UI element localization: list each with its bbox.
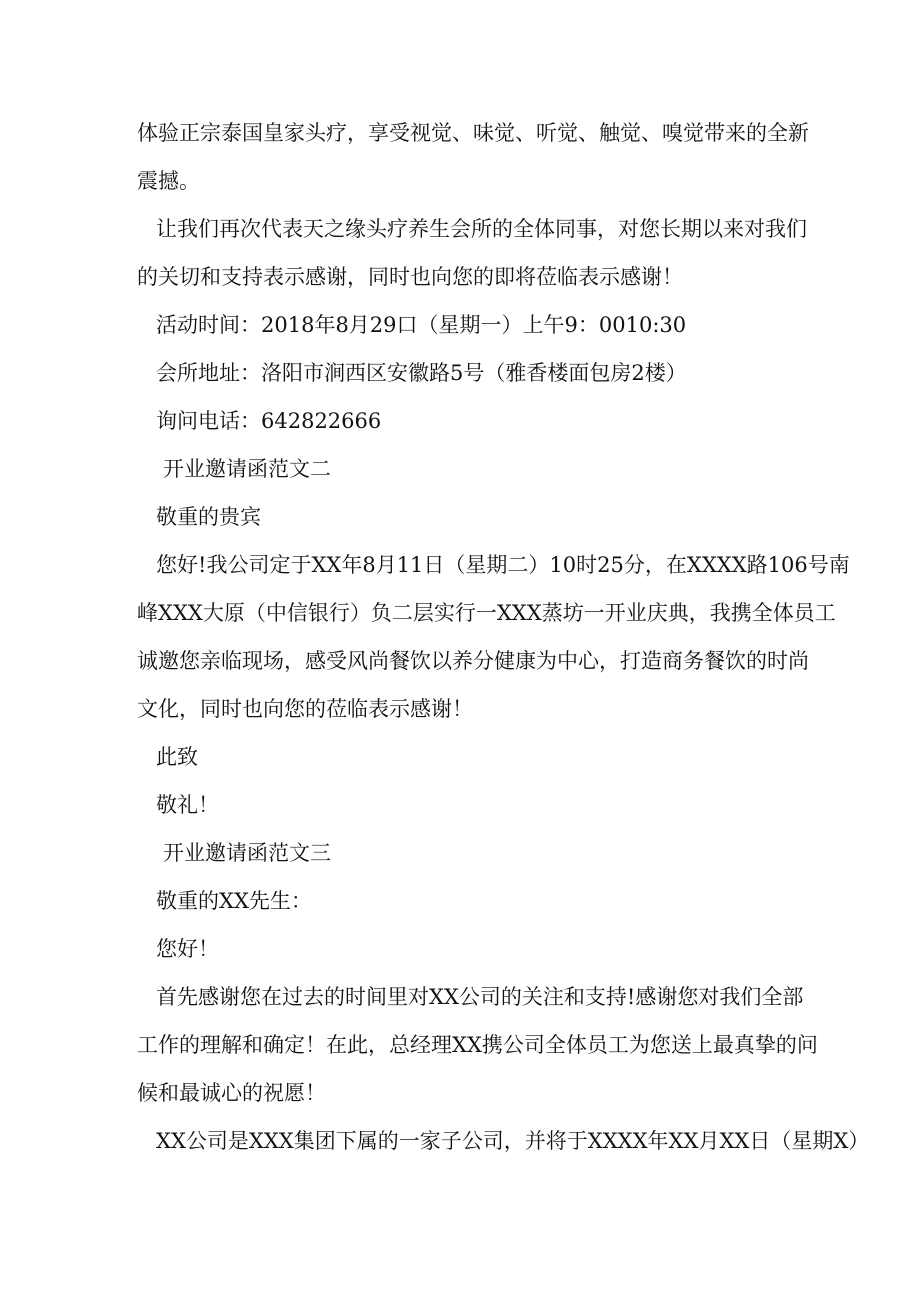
paragraph-line: 首先感谢您在过去的时间里对XX公司的关注和支持!感谢您对我们全部	[156, 985, 804, 1009]
paragraph-line: 您好!我公司定于XX年8月11日（星期二）10时25分，在XXXX路106号南	[156, 553, 850, 577]
body-line: 震撼。	[137, 169, 200, 193]
body-line: 诚邀您亲临现场，感受风尚餐饮以养分健康为中心，打造商务餐饮的时尚	[137, 649, 809, 673]
salutation-line: 敬重的XX先生：	[156, 889, 312, 913]
phone-line: 询问电话：642822666	[156, 409, 382, 433]
section-heading: 开业邀请函范文二	[163, 457, 331, 481]
body-line: 文化，同时也向您的莅临表示感谢！	[137, 697, 473, 721]
body-line: 体验正宗泰国皇家头疗，享受视觉、味觉、听觉、触觉、嗅觉带来的全新	[137, 121, 809, 145]
closing-line: 此致	[156, 745, 198, 769]
venue-address-line: 会所地址：洛阳市涧西区安徽路5号（雅香楼面包房2楼）	[156, 361, 687, 385]
body-line: 的关切和支持表示感谢，同时也向您的即将莅临表示感谢！	[137, 265, 683, 289]
paragraph-line: XX公司是XXX集团下属的一家子公司，并将于XXXX年XX月XX日（星期X）	[156, 1129, 870, 1153]
greeting-line: 您好！	[156, 937, 219, 961]
section-heading: 开业邀请函范文三	[163, 841, 331, 865]
paragraph-line: 让我们再次代表天之缘头疗养生会所的全体同事，对您长期以来对我们	[156, 217, 807, 241]
closing-line: 敬礼！	[156, 793, 219, 817]
salutation-line: 敬重的贵宾	[156, 505, 261, 529]
body-line: 峰XXX大原（中信银行）负二层实行一XXX蒸坊一开业庆典，我携全体员工	[137, 601, 836, 625]
event-time-line: 活动时间：2018年8月29口（星期一）上午9：0010:30	[156, 313, 687, 337]
body-line: 工作的理解和确定！在此，总经理XX携公司全体员工为您送上最真挚的问	[137, 1033, 818, 1057]
body-line: 候和最诚心的祝愿！	[137, 1081, 326, 1105]
